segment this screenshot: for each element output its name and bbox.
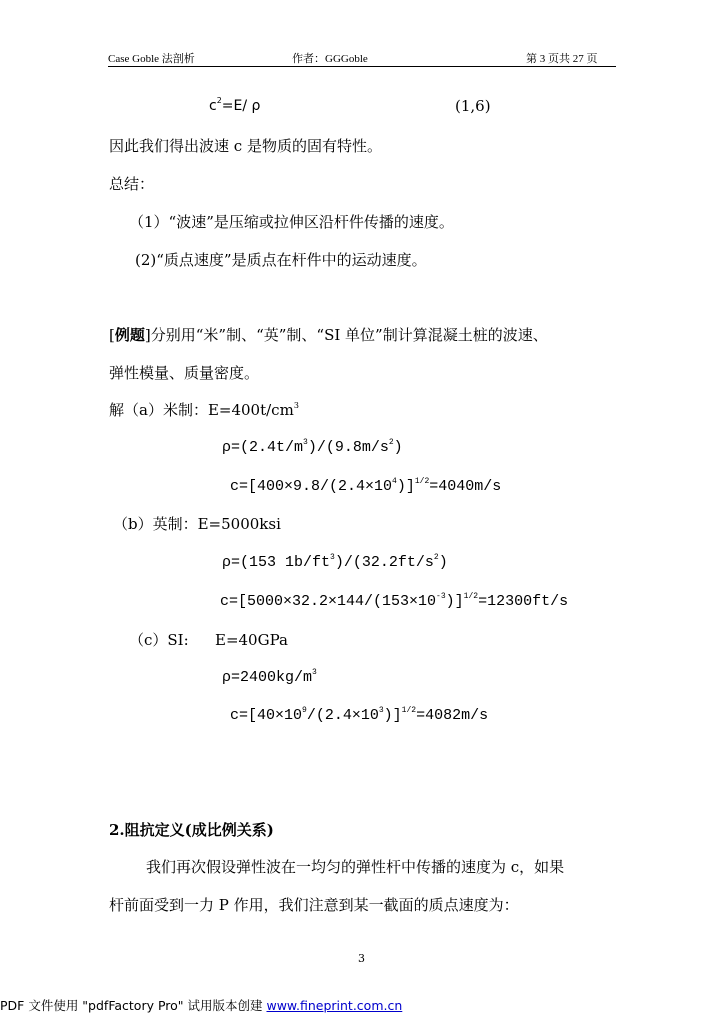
example-label: 例题 xyxy=(114,326,145,344)
summary-item-1: （1）“波速”是压缩或拉伸区沿杆件传播的速度。 xyxy=(129,213,454,231)
paragraph-conclusion: 因此我们得出波速 c 是物质的固有特性。 xyxy=(109,137,382,155)
example-line-2: 弹性模量、质量密度。 xyxy=(109,364,260,382)
solution-c-modulus: E=40GPa xyxy=(215,631,288,649)
example-line-1: [例题]分别用“米”制、“英”制、“SI 单位”制计算混凝土桩的波速、 xyxy=(109,326,548,344)
header-author: 作者：GGGoble xyxy=(292,53,368,65)
header-left: Case Goble 法剖析 xyxy=(108,53,195,65)
section-title: 2.阻抗定义(成比例关系) xyxy=(109,821,274,839)
pdf-footer xyxy=(0,996,402,1014)
page-number: 3 xyxy=(358,952,365,965)
paragraph-line-2: 杆前面受到一力 P 作用，我们注意到某一截面的质点速度为： xyxy=(109,896,519,914)
solution-a-label: 解（a）米制：$E=400t/cm^3$ xyxy=(109,401,299,419)
formula-c-wave-speed: $c=[40\times 10^9/(2.4\times 10^3)]^{1/2}=4082m/s$ xyxy=(230,706,489,724)
formula-a-density: $\rho=(2.4t/m^3)/(9.8m/s^2)$ xyxy=(222,438,403,456)
formula-b-wave-speed: $c=[5000\times 32.2\times 144/(153\times 10^{-3})]^{1/2}=12300ft/s$ xyxy=(220,592,569,610)
equation-1-6: $c^2=E/$ ρ xyxy=(209,96,261,114)
formula-a-wave-speed: $c=[400\times 9.8/(2.4\times 10^4)]^{1/2}=4040m/s$ xyxy=(230,477,502,495)
summary-heading: 总结： xyxy=(109,175,155,193)
formula-b-density: ρ=(153 $1b/ft^3)/(32.2ft/s^2)$ xyxy=(222,553,448,571)
header-page-info: 第 3 页共 27 页 xyxy=(526,53,598,65)
footer-text: PDF 文件使用 "pdfFactory Pro" 试用版本创建 xyxy=(0,998,267,1013)
solution-b-label: （b）英制：E=5000ksi xyxy=(113,515,281,533)
equation-number: (1,6) xyxy=(455,97,491,115)
solution-c-label: （c）SI: xyxy=(129,631,189,649)
formula-c-density: $\rho=2400kg/m^3$ xyxy=(222,668,317,686)
footer-link[interactable]: www.fineprint.com.cn xyxy=(266,998,403,1013)
header-divider xyxy=(108,66,616,67)
paragraph-line-1: 我们再次假设弹性波在一均匀的弹性杆中传播的速度为 c，如果 xyxy=(146,858,565,876)
summary-item-2: (2)“质点速度”是质点在杆件中的运动速度。 xyxy=(135,251,427,269)
